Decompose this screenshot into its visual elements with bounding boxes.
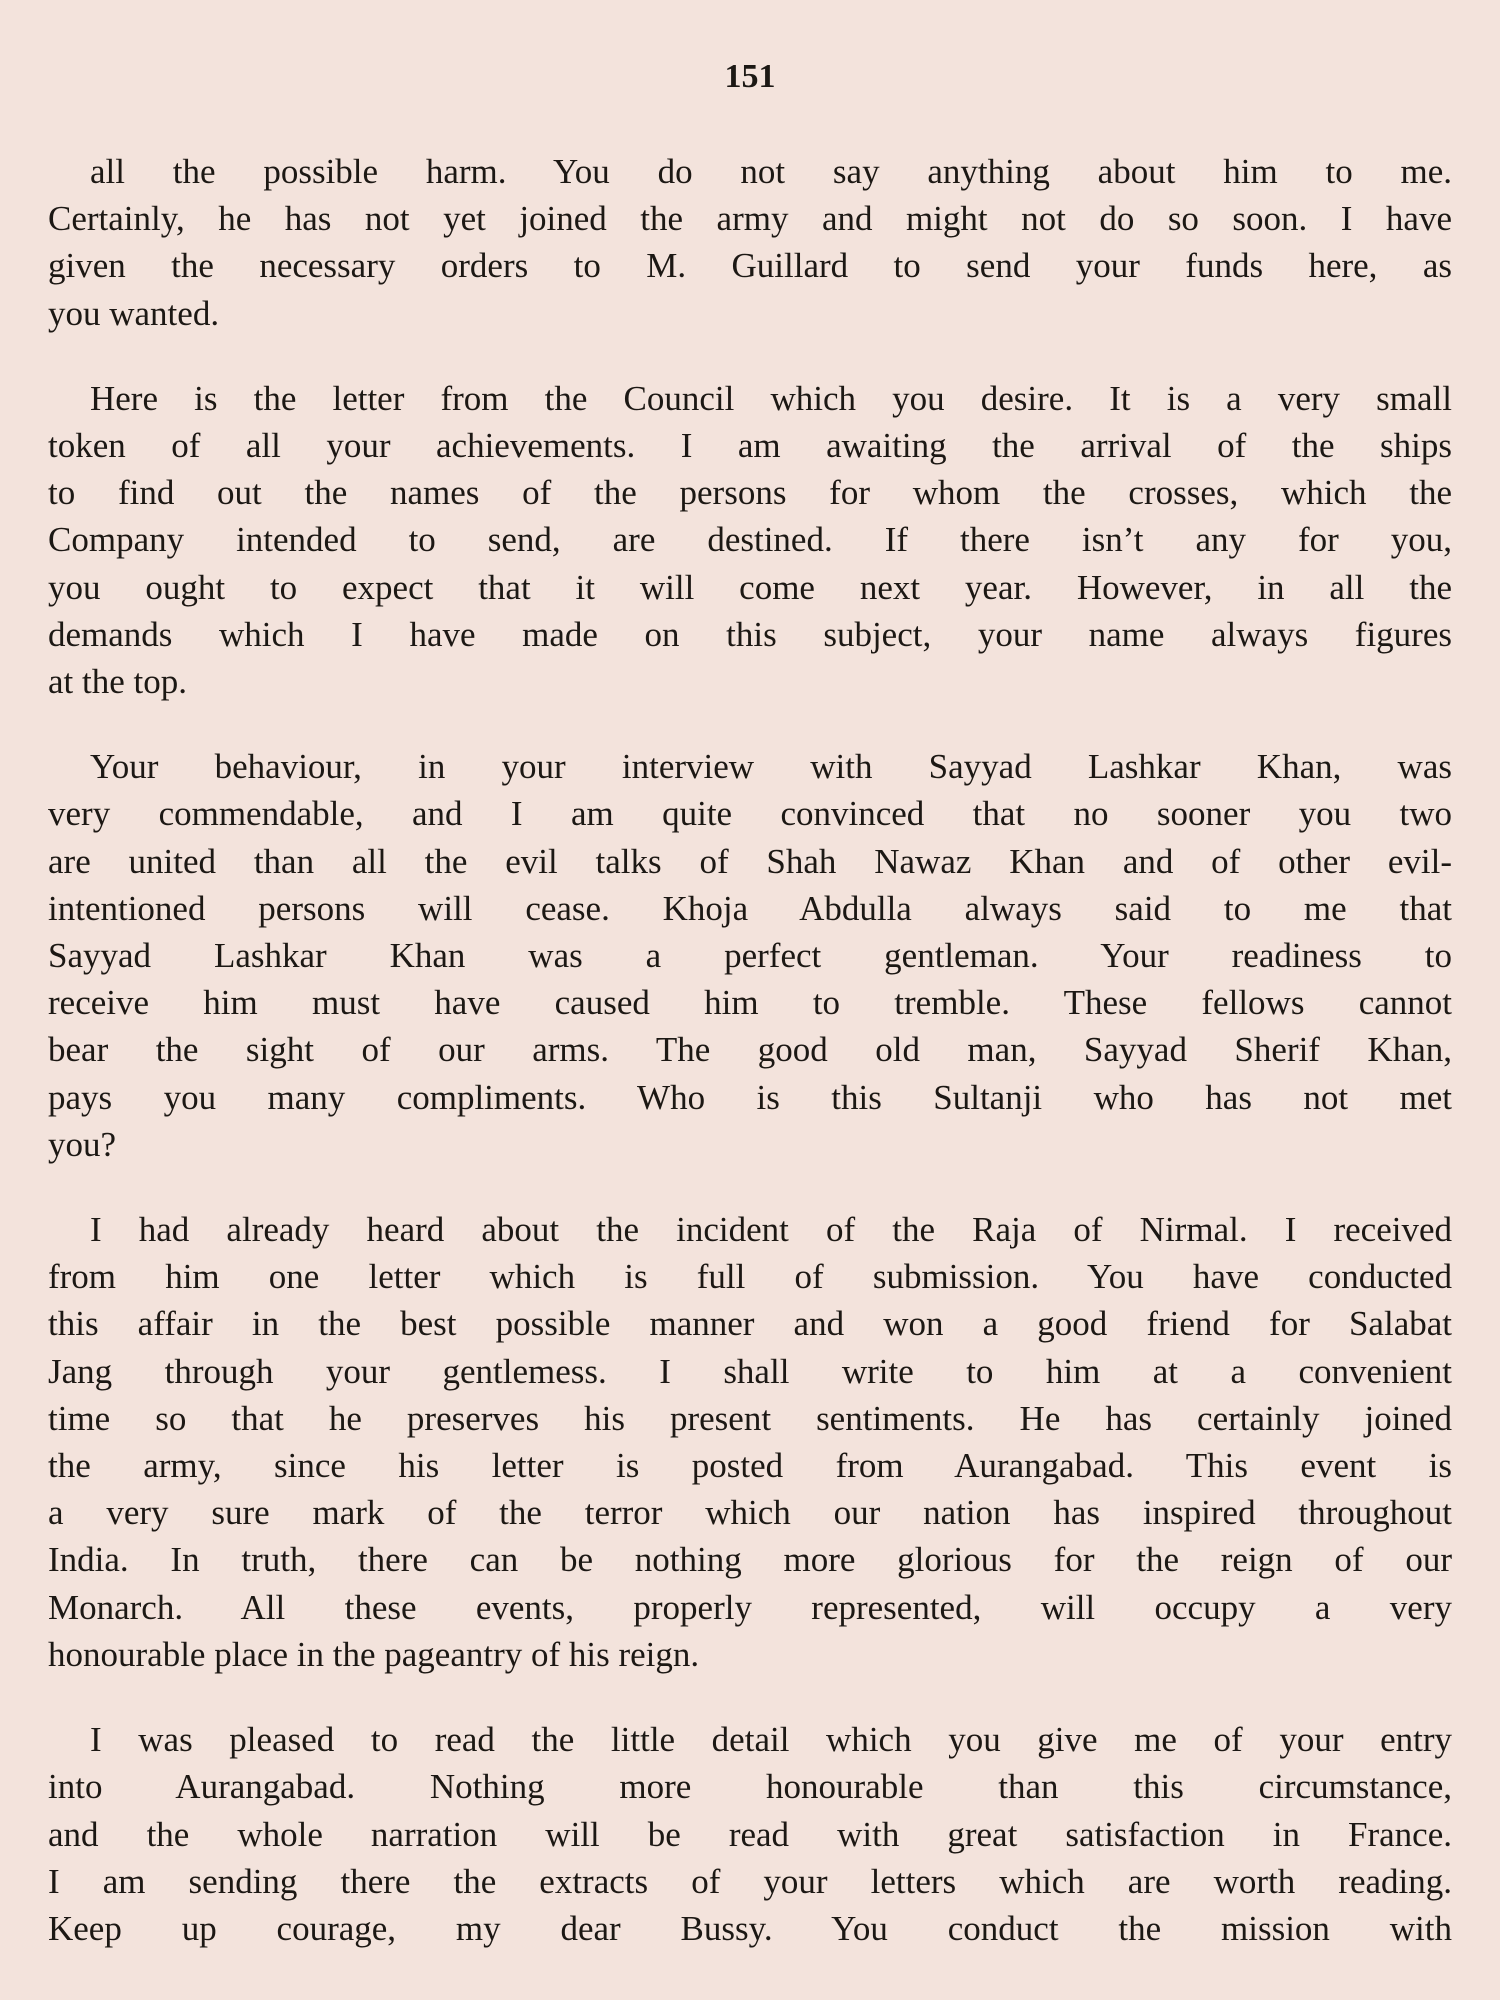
text-line: intentioned persons will cease. Khoja Abdulla always said to me that (48, 888, 1452, 928)
text-line: from him one letter which is full of submission. You have conducted (48, 1257, 1452, 1297)
text-line: at the top. (48, 662, 187, 702)
text-line: and the whole narration will be read with great satisfaction in France. (48, 1814, 1452, 1854)
text-line: honourable place in the pageantry of his reign. (48, 1634, 700, 1674)
text-line: this affair in the best possible manner and won a good friend for Salabat (48, 1304, 1452, 1344)
paragraph (48, 148, 1452, 337)
text-line: pays you many compliments. Who is this Sultanji who has not met (48, 1077, 1452, 1117)
text-line: receive him must have caused him to tremble. These fellows cannot (48, 983, 1452, 1023)
paragraph (48, 743, 1452, 1168)
text-line: into Aurangabad. Nothing more honourable than this circumstance, (48, 1767, 1452, 1807)
text-line: Here is the letter from the Council which you desire. It is a very small (90, 378, 1452, 418)
text-line: are united than all the evil talks of Shah Nawaz Khan and of other evil- (48, 841, 1452, 881)
text-line: you wanted. (48, 293, 220, 333)
text-line: the army, since his letter is posted from Aurangabad. This event is (48, 1446, 1452, 1486)
page-number: 151 (724, 58, 776, 95)
body-text (48, 148, 1452, 1990)
text-line: you? (48, 1124, 117, 1164)
text-line: Certainly, he has not yet joined the army and might not do so soon. I have (48, 199, 1452, 239)
text-line: very commendable, and I am quite convinced that no sooner you two (48, 794, 1452, 834)
text-line: a very sure mark of the terror which our nation has inspired throughout (48, 1493, 1452, 1533)
text-line: token of all your achievements. I am awaiting the arrival of the ships (48, 426, 1452, 466)
paragraph (48, 1716, 1452, 1952)
paragraph (48, 1206, 1452, 1678)
text-line: time so that he preserves his present sentiments. He has certainly joined (48, 1398, 1452, 1438)
text-line: to find out the names of the persons for whom the crosses, which the (48, 473, 1452, 513)
text-line: Monarch. All these events, properly represented, will occupy a very (48, 1587, 1452, 1627)
text-line: I am sending there the extracts of your letters which are worth reading. (48, 1861, 1452, 1901)
text-line: I had already heard about the incident of the Raja of Nirmal. I received (90, 1210, 1452, 1250)
paragraph (48, 375, 1452, 705)
text-line: you ought to expect that it will come next year. However, in all the (48, 567, 1452, 607)
text-line: Keep up courage, my dear Bussy. You conduct the mission with (48, 1908, 1452, 1948)
text-line: Jang through your gentlemess. I shall write to him at a convenient (48, 1351, 1452, 1391)
text-line: India. In truth, there can be nothing more glorious for the reign of our (48, 1540, 1452, 1580)
text-line: Company intended to send, are destined. If there isn’t any for you, (48, 520, 1452, 560)
text-line: bear the sight of our arms. The good old man, Sayyad Sherif Khan, (48, 1030, 1452, 1070)
text-line: all the possible harm. You do not say anything about him to me. (90, 152, 1452, 191)
text-line: Your behaviour, in your interview with Sayyad Lashkar Khan, was (90, 747, 1452, 787)
text-line: given the necessary orders to M. Guillard to send your funds here, as (48, 246, 1452, 286)
text-line: demands which I have made on this subject, your name always figures (48, 614, 1452, 654)
text-line: Sayyad Lashkar Khan was a perfect gentleman. Your readiness to (48, 936, 1452, 976)
text-line: I was pleased to read the little detail which you give me of your entry (90, 1720, 1452, 1760)
